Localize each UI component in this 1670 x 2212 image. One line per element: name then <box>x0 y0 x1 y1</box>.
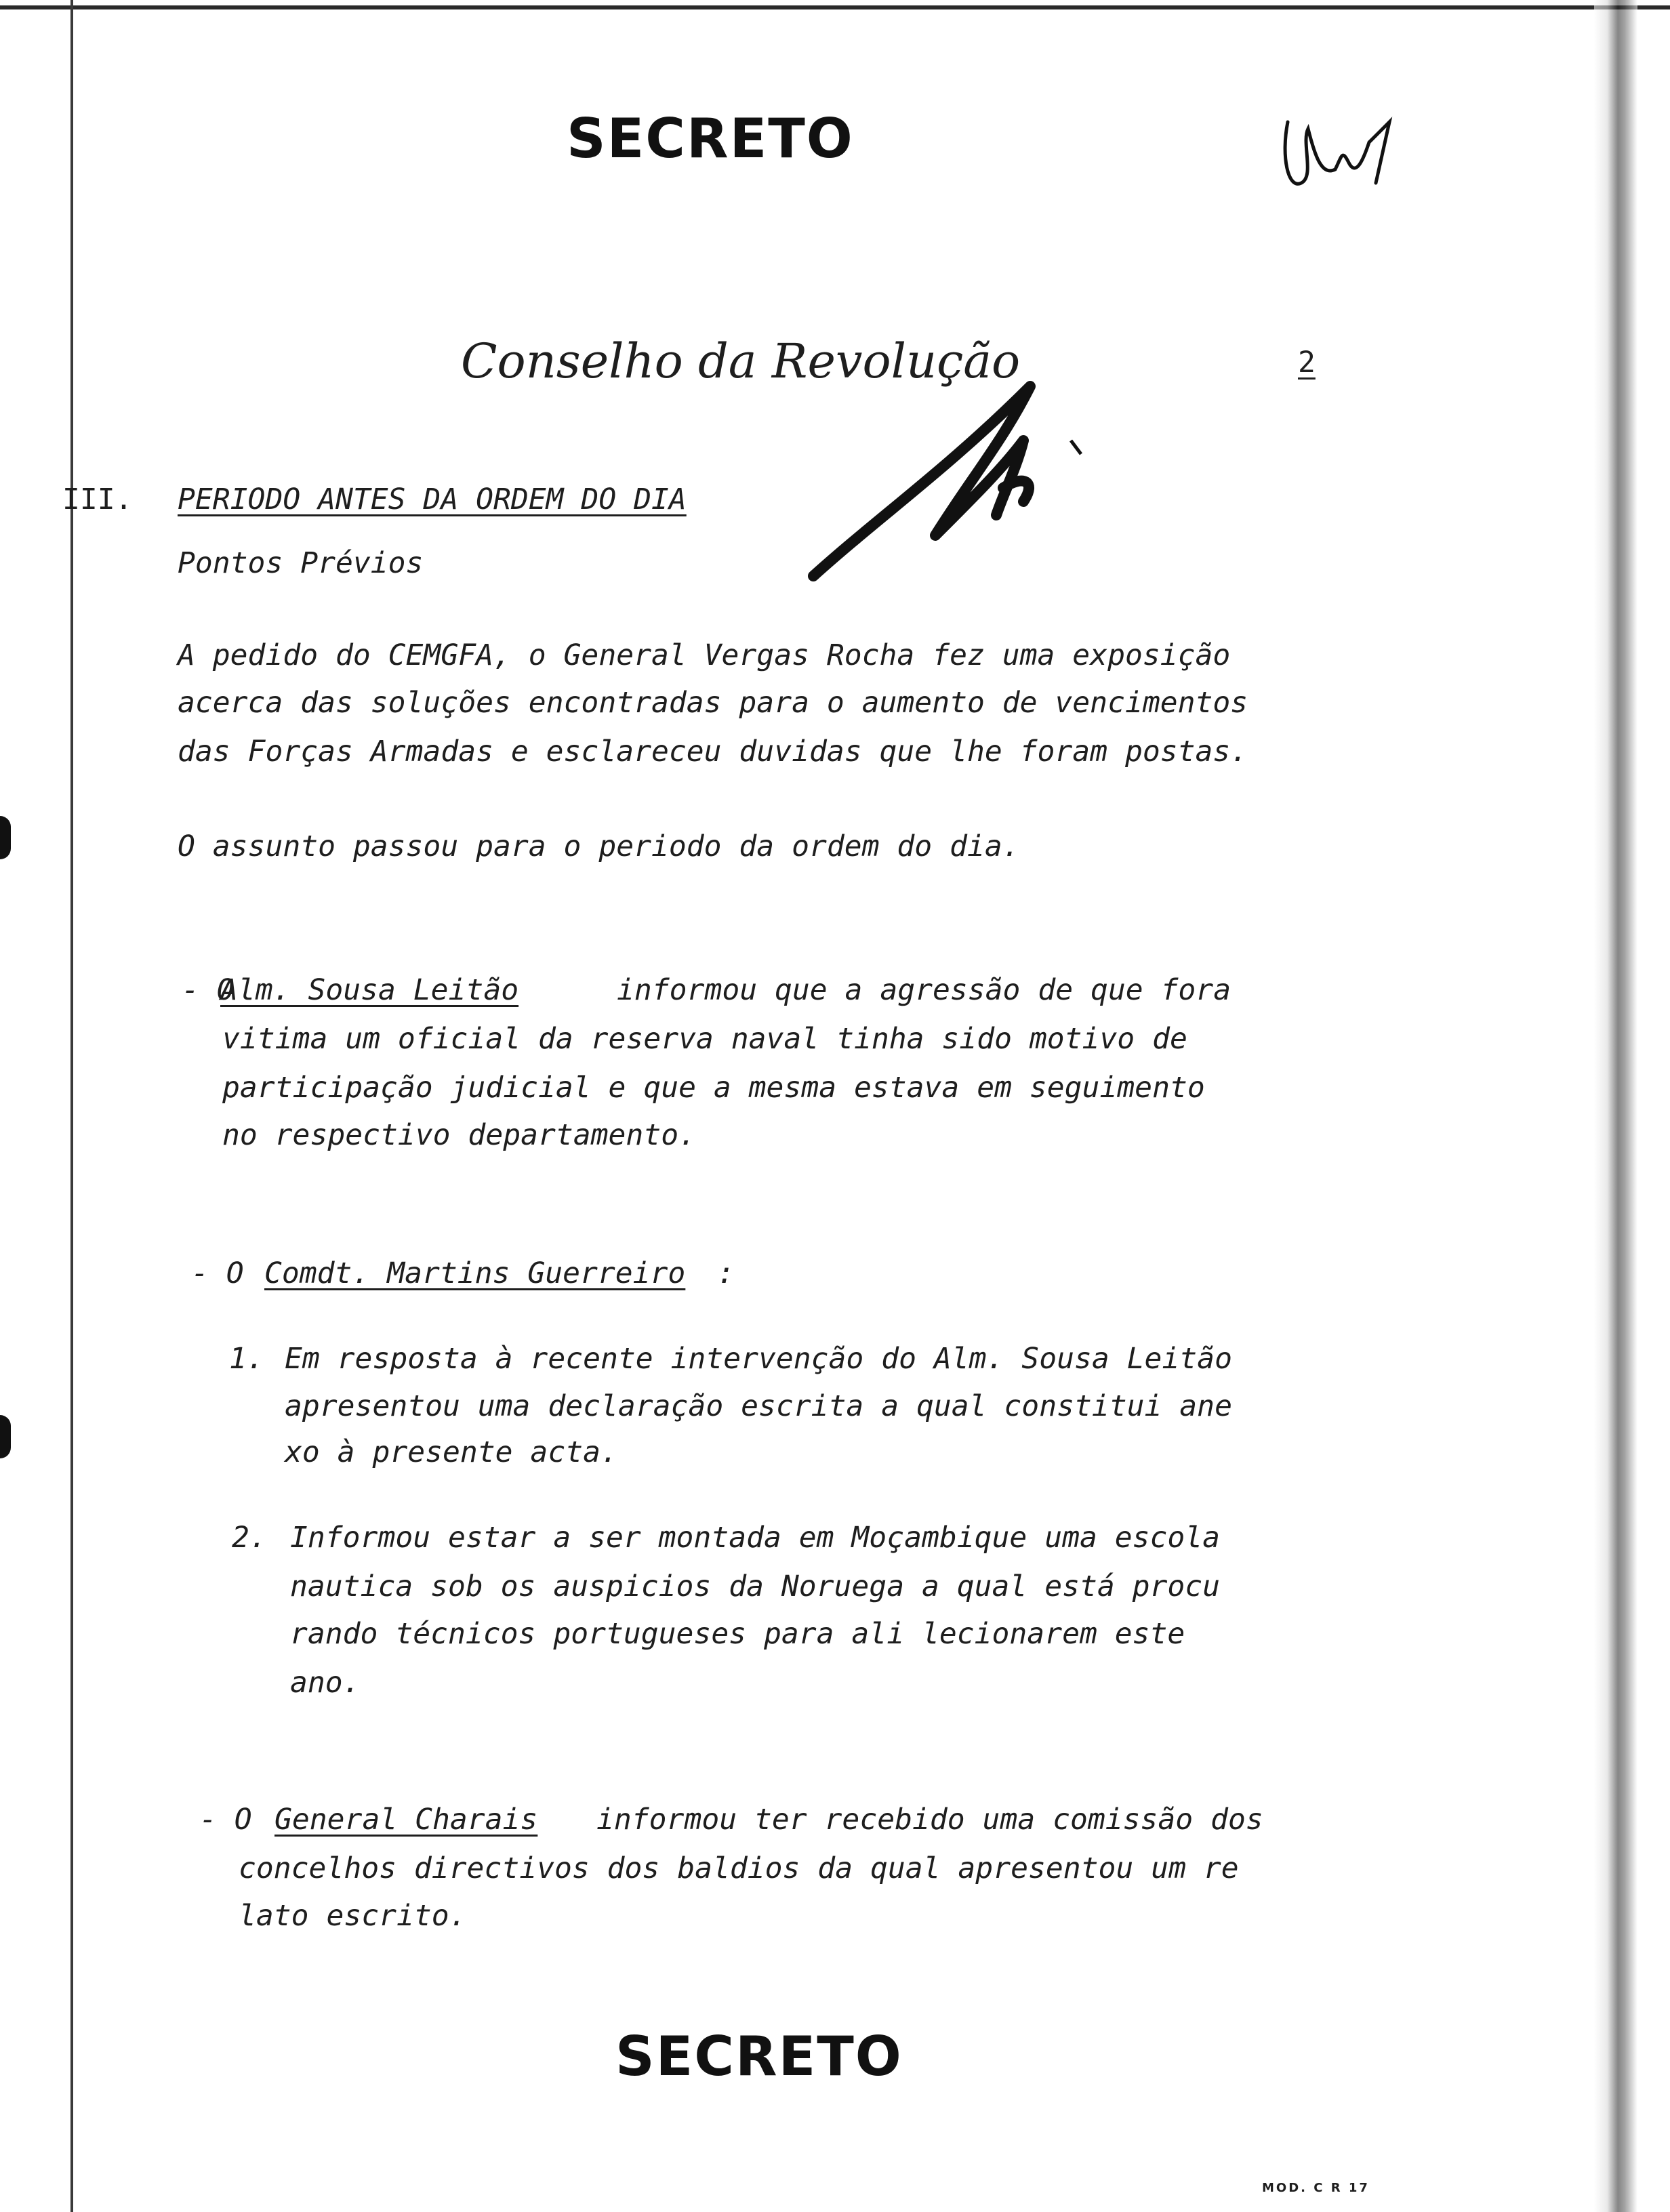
item-martins-colon: : <box>717 1256 735 1290</box>
item-charais-name: General Charais <box>274 1803 538 1837</box>
form-code: MOD. C R 17 <box>1262 2181 1370 2195</box>
item-sousa-line4: no respectivo departamento. <box>222 1118 696 1152</box>
page-number: 2 <box>1298 346 1316 380</box>
section-number: III. <box>62 483 133 516</box>
martins-sub1-line1: Em resposta à recente intervenção do Alm. Sousa Leitão <box>285 1342 1232 1376</box>
top-edge-line <box>0 5 1670 9</box>
item-sousa-name: Alm. Sousa Leitão <box>220 973 519 1007</box>
martins-sub2-line1: Informou estar a ser montada em Moçambique uma escola <box>290 1521 1221 1555</box>
initials-handwriting-icon <box>1274 102 1396 210</box>
secreto-stamp-top: SECRETO <box>567 107 854 170</box>
martins-sub1-line2: apresentou uma declaração escrita a qual constitui ane <box>285 1389 1232 1423</box>
item-charais-line1: informou ter recebido uma comissão dos <box>596 1803 1263 1837</box>
martins-sub2-line3: rando técnicos portugueses para ali lecionarem este <box>290 1617 1185 1651</box>
council-title: Conselho da Revolução <box>461 333 1021 389</box>
item-charais-bullet: - O <box>199 1803 252 1837</box>
punch-hole-upper <box>0 816 11 859</box>
item-sousa-line2: vitima um oficial da reserva naval tinha sido motivo de <box>222 1022 1187 1056</box>
paragraph2: O assunto passou para o periodo da ordem do dia. <box>178 830 1020 863</box>
secreto-stamp-bottom: SECRETO <box>615 2025 903 2088</box>
martins-sub1-number: 1. <box>229 1342 264 1376</box>
right-scan-edge <box>1594 0 1637 2212</box>
martins-sub2-line4: ano. <box>290 1666 361 1700</box>
section-title: PERIODO ANTES DA ORDEM DO DIA <box>178 483 687 516</box>
punch-hole-lower <box>0 1415 11 1458</box>
item-martins-bullet: - O <box>191 1256 244 1290</box>
item-charais-line3: lato escrito. <box>239 1899 467 1933</box>
item-sousa-line1: informou que a agressão de que fora <box>617 973 1231 1007</box>
paragraph1-line1: A pedido do CEMGFA, o General Vergas Rocha fez uma exposição <box>178 638 1231 672</box>
signature-icon <box>800 366 1098 590</box>
martins-sub2-line2: nautica sob os auspicios da Noruega a qual está procu <box>290 1570 1221 1603</box>
item-sousa-line3: participação judicial e que a mesma estava em seguimento <box>222 1071 1205 1105</box>
item-martins-name: Comdt. Martins Guerreiro <box>264 1256 686 1290</box>
item-sousa-bullet: - O <box>182 973 235 1007</box>
left-margin-line <box>70 0 73 2212</box>
item-charais-line2: concelhos directivos dos baldios da qual apresentou um re <box>239 1851 1239 1885</box>
paragraph1-line2: acerca das soluções encontradas para o aumento de vencimentos <box>178 686 1248 720</box>
paragraph1-line3: das Forças Armadas e esclareceu duvidas que lhe foram postas. <box>178 735 1248 769</box>
martins-sub2-number: 2. <box>232 1521 267 1555</box>
martins-sub1-line3: xo à presente acta. <box>285 1435 618 1469</box>
section-subtitle: Pontos Prévios <box>178 546 424 580</box>
